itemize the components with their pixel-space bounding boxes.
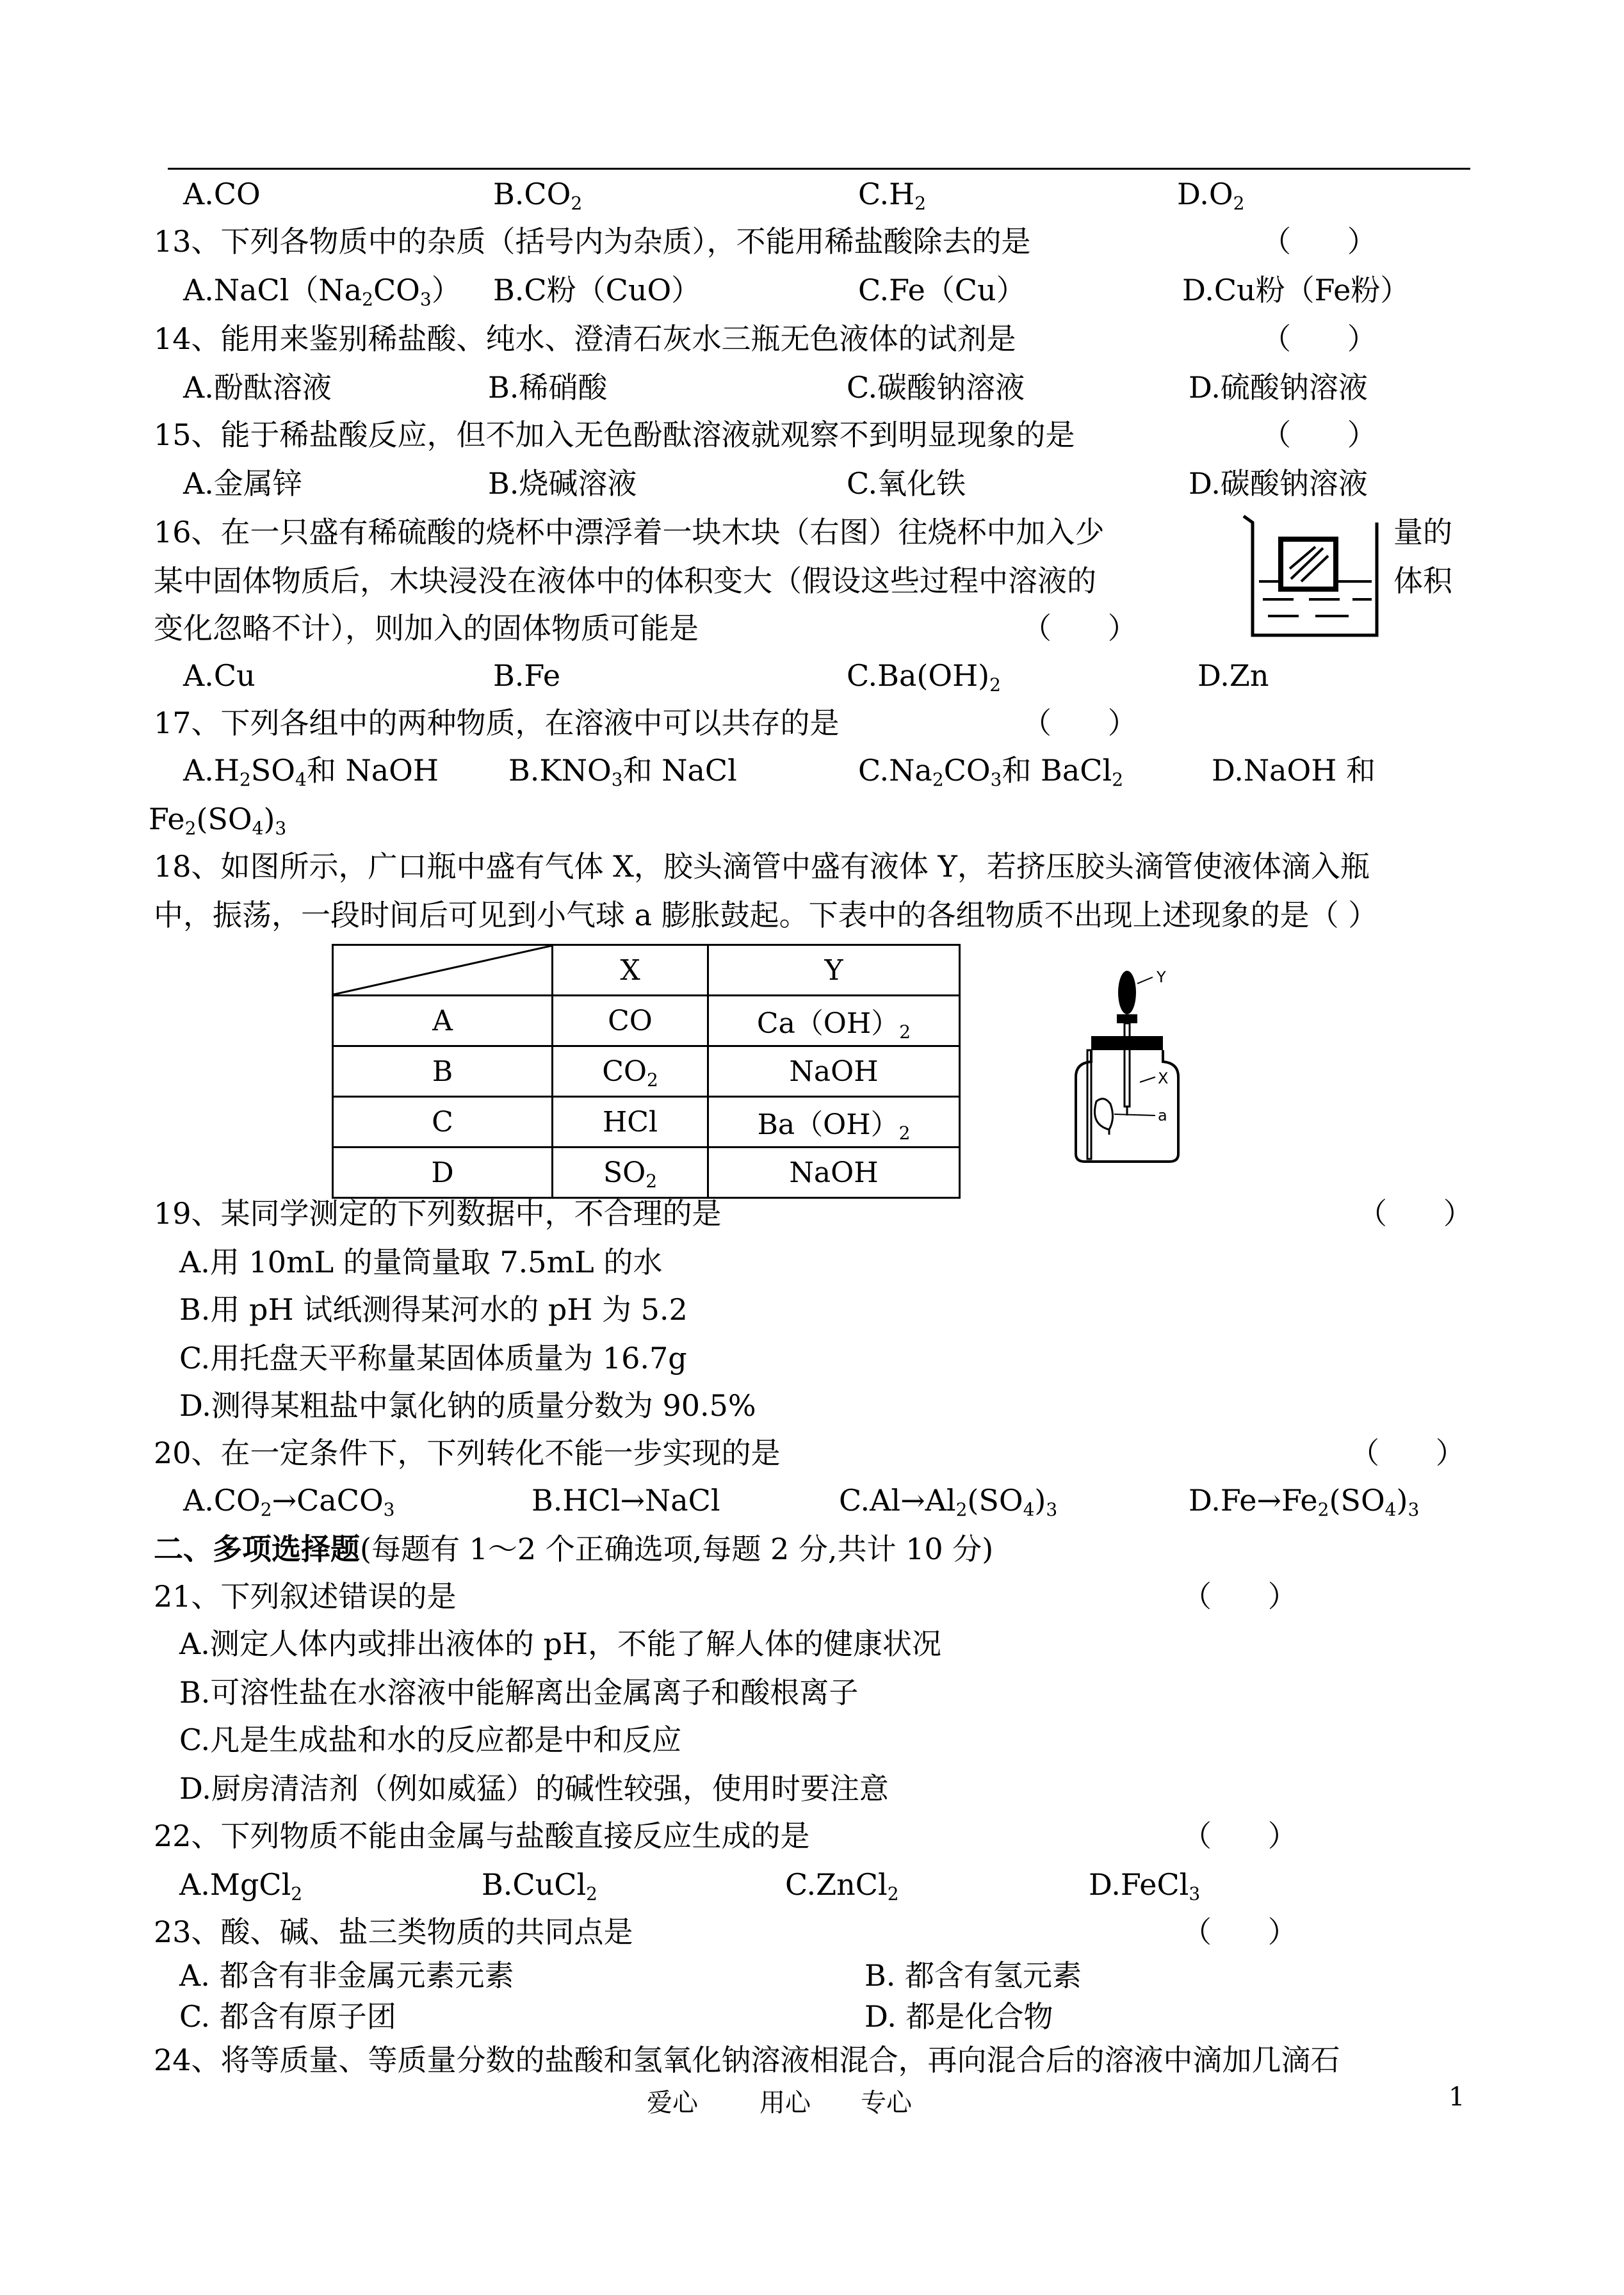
q17-option-b: $B.KNO_3$和 NaCl: [508, 753, 737, 790]
q15-answer-blank: （ ）: [1262, 418, 1377, 452]
q16-stem-line1: 16、在一只盛有稀硫酸的烧杯中漂浮着一块木块（右图）往烧杯中加入少: [154, 515, 1105, 549]
q18-stem-line1: 18、如图所示，广口瓶中盛有气体 X，胶头滴管中盛有液体 Y，若挤压胶头滴管使液体滴入瓶: [154, 849, 1370, 884]
q21-option-d: D.厨房清洁剂（例如威猛）的碱性较强，使用时要注意: [179, 1771, 889, 1806]
q14-option-b: B.稀硝酸: [488, 370, 608, 405]
q23-option-c: C. 都含有原子团: [179, 1999, 396, 2034]
table-row: [333, 1046, 960, 1097]
table-corner-cell: [333, 945, 553, 996]
q21-answer-blank: （ ）: [1182, 1579, 1297, 1614]
page-number: 1: [1449, 2082, 1465, 2112]
q21-option-b: B.可溶性盐在水溶液中能解离出金属离子和酸根离子: [179, 1675, 859, 1710]
table-cell-y: $Ca(OH)_2$: [708, 996, 960, 1046]
flask-dropper-figure: [1063, 967, 1230, 1172]
q16-answer-blank: （ ）: [1022, 611, 1137, 645]
q19-option-d: D.测得某粗盐中氯化钠的质量分数为 90.5%: [179, 1388, 756, 1423]
table-row-label: C: [333, 1097, 553, 1148]
q13-option-c: C.Fe（Cu）: [858, 273, 1026, 307]
table-cell-y: NaOH: [708, 1148, 960, 1198]
q17-option-d-cont: $Fe_2(SO_4)_3$: [149, 802, 287, 839]
q21-option-c: C.凡是生成盐和水的反应都是中和反应: [179, 1723, 682, 1757]
q13-option-b: B.C粉（CuO）: [493, 273, 701, 307]
table-header-y: Y: [708, 945, 960, 996]
q16-option-c: $C.Ba(OH)_2$: [847, 658, 1001, 695]
table-header-x: X: [553, 945, 708, 996]
q22-option-c: C.ZnCl$_2$: [785, 1867, 899, 1904]
table-cell-x: $SO_2$: [553, 1148, 708, 1198]
q13-option-d: D.Cu粉（Fe粉）: [1182, 273, 1410, 307]
q21-stem: 21、下列叙述错误的是: [154, 1579, 457, 1614]
q12-option-a: A.CO: [183, 177, 261, 211]
q19-option-c: C.用托盘天平称量某固体质量为 16.7g: [179, 1341, 687, 1375]
q16-option-d: D.Zn: [1198, 658, 1269, 693]
q14-stem: 14、能用来鉴别稀盐酸、纯水、澄清石灰水三瓶无色液体的试剂是: [154, 321, 1016, 356]
q16-stem-line2: 某中固体物质后，木块浸没在液体中的体积变大（假设这些过程中溶液的: [154, 564, 1096, 598]
q14-option-c: C.碳酸钠溶液: [847, 370, 1025, 405]
diagonal-line: [334, 946, 551, 994]
q18-stem-line2: 中，振荡，一段时间后可见到小气球 a 膨胀鼓起。下表中的各组物质不出现上述现象的是（ ）: [154, 898, 1378, 932]
q17-option-d: D.NaOH 和: [1212, 753, 1376, 788]
q19-option-a: A.用 10mL 的量筒量取 7.5mL 的水: [179, 1245, 663, 1279]
table-cell-x: $CO_2$: [553, 1046, 708, 1097]
q12-option-c: $C.H_2$: [858, 177, 927, 214]
q24-stem: 24、将等质量、等质量分数的盐酸和氢氧化钠溶液相混合，再向混合后的溶液中滴加几滴石: [154, 2043, 1340, 2077]
section-2-heading: 二、多项选择题(每题有 1～2 个正确选项,每题 2 分,共计 10 分): [154, 1532, 994, 1566]
header-rule: [168, 168, 1470, 170]
q22-option-d: D.FeCl$_3$: [1089, 1867, 1201, 1904]
q17-option-a: $A.H_2SO_4$和 NaOH: [183, 753, 439, 790]
q13-answer-blank: （ ）: [1262, 224, 1377, 259]
q15-option-c: C.氧化铁: [847, 466, 966, 501]
q13-option-a: $A.NaCl(Na_2CO_3)$: [183, 273, 461, 310]
table-row-label: B: [333, 1046, 553, 1097]
q23-answer-blank: （ ）: [1182, 1915, 1297, 1949]
table-cell-x: HCl: [553, 1097, 708, 1148]
q20-option-c: $C.Al\to Al_2(SO_4)_3$: [839, 1483, 1058, 1520]
q23-stem: 23、酸、碱、盐三类物质的共同点是: [154, 1915, 633, 1949]
q18-table: [332, 944, 961, 1199]
footer-text-2: 用心: [759, 2088, 811, 2118]
table-row-label: A: [333, 996, 553, 1046]
q19-option-b: B.用 pH 试纸测得某河水的 pH 为 5.2: [179, 1292, 688, 1327]
q23-option-b: B. 都含有氢元素: [865, 1958, 1082, 1993]
q20-answer-blank: （ ）: [1350, 1436, 1465, 1470]
q20-stem: 20、在一定条件下，下列转化不能一步实现的是: [154, 1436, 781, 1470]
q12-option-b: $B.CO_2$: [493, 177, 583, 214]
q22-stem: 22、下列物质不能由金属与盐酸直接反应生成的是: [154, 1819, 810, 1853]
q16-stem-line2-end: 体积: [1393, 564, 1452, 598]
table-cell-y: NaOH: [708, 1046, 960, 1097]
table-row-label: D: [333, 1148, 553, 1198]
q22-option-b: B.CuCl$_2$: [482, 1867, 597, 1904]
q20-option-a: $A.CO_2\to CaCO_3$: [183, 1483, 395, 1520]
q17-stem: 17、下列各组中的两种物质，在溶液中可以共存的是: [154, 706, 840, 740]
table-row: [333, 1148, 960, 1198]
label-a: a: [1158, 1107, 1167, 1124]
table-cell-x: CO: [553, 996, 708, 1046]
q22-answer-blank: （ ）: [1182, 1819, 1297, 1853]
label-x: X: [1158, 1069, 1169, 1087]
q15-stem: 15、能于稀盐酸反应，但不加入无色酚酞溶液就观察不到明显现象的是: [154, 418, 1075, 452]
q13-stem: 13、下列各物质中的杂质（括号内为杂质），不能用稀盐酸除去的是: [154, 224, 1031, 259]
q20-option-d: $D.Fe\to Fe_2(SO_4)_3$: [1189, 1483, 1420, 1520]
q23-option-d: D. 都是化合物: [865, 1999, 1053, 2034]
q17-option-c: $C.Na_2CO_3$和 BaCl$_2$: [858, 753, 1124, 790]
q20-option-b: B.HCl→NaCl: [532, 1483, 720, 1518]
footer-text-1: 爱心: [647, 2088, 698, 2118]
label-y: Y: [1157, 968, 1166, 986]
q16-stem-line3: 变化忽略不计），则加入的固体物质可能是: [154, 611, 699, 645]
q15-option-a: A.金属锌: [183, 466, 302, 501]
q21-option-a: A.测定人体内或排出液体的 pH，不能了解人体的健康状况: [179, 1626, 942, 1661]
q15-option-b: B.烧碱溶液: [488, 466, 637, 501]
q16-option-b: B.Fe: [493, 658, 561, 693]
table-row: [333, 1097, 960, 1148]
footer-text-3: 专心: [861, 2088, 912, 2118]
q12-option-d: $D.O_2$: [1177, 177, 1245, 214]
q15-option-d: D.碳酸钠溶液: [1189, 466, 1368, 501]
table-header-row: [333, 945, 960, 996]
q14-option-a: A.酚酞溶液: [183, 370, 332, 405]
q16-option-a: A.Cu: [183, 658, 256, 693]
q14-answer-blank: （ ）: [1262, 321, 1377, 356]
table-row: [333, 996, 960, 1046]
q19-stem: 19、某同学测定的下列数据中，不合理的是: [154, 1196, 722, 1231]
q19-answer-blank: （ ）: [1358, 1196, 1473, 1231]
q14-option-d: D.硫酸钠溶液: [1189, 370, 1368, 405]
table-cell-y: $Ba(OH)_2$: [708, 1097, 960, 1148]
q23-option-a: A. 都含有非金属元素元素: [179, 1958, 514, 1993]
q22-option-a: A.MgCl$_2$: [179, 1867, 303, 1904]
q17-answer-blank: （ ）: [1022, 706, 1137, 740]
beaker-figure: [1240, 510, 1387, 644]
q16-stem-line1-end: 量的: [1393, 515, 1452, 549]
